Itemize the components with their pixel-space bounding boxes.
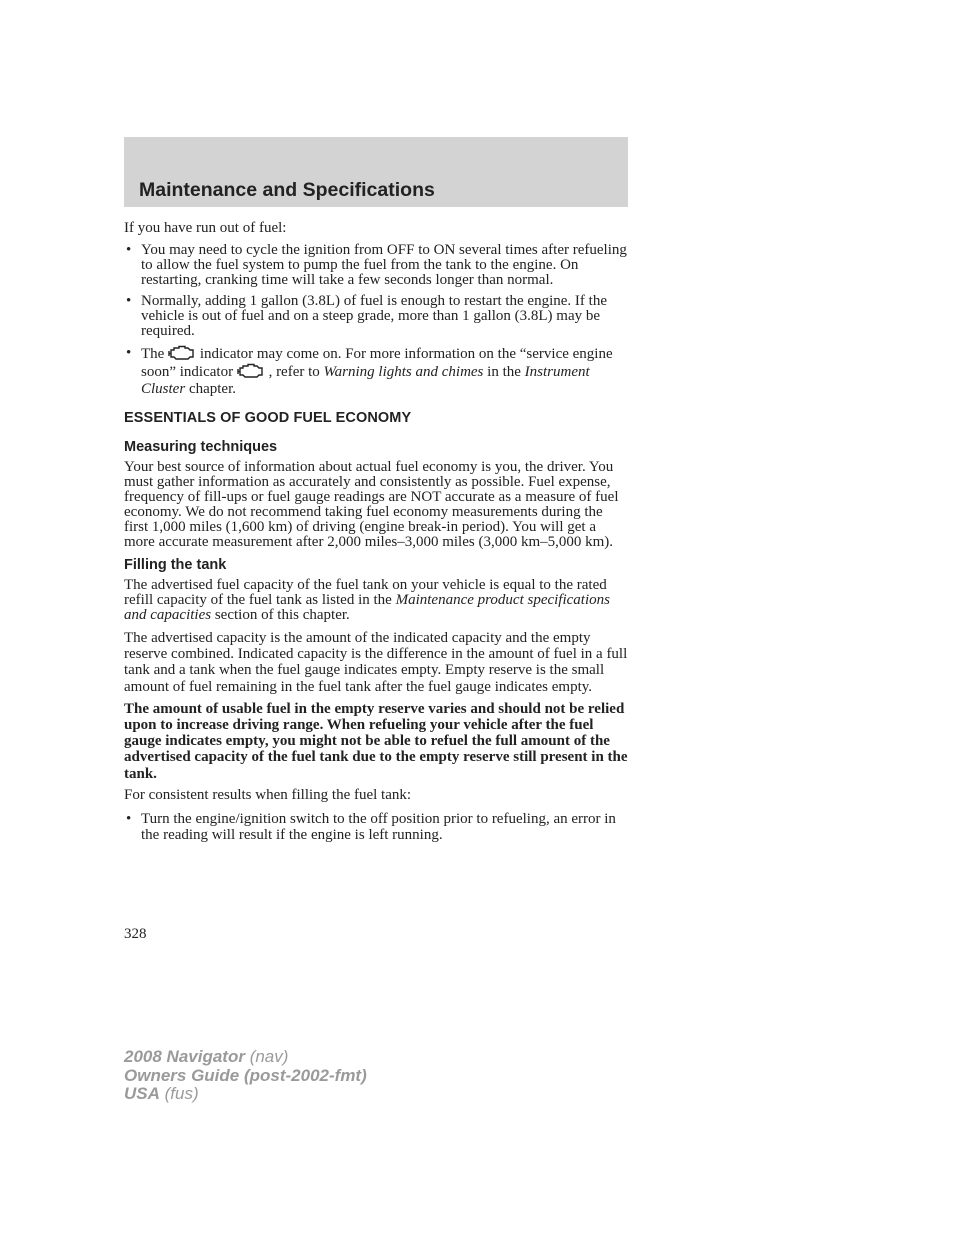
list-item: [124, 811, 628, 843]
bullet-dot: •: [126, 242, 132, 258]
footer-line: [124, 1048, 367, 1067]
list-item-text: in the: [487, 364, 521, 380]
list-item-text: Normally, adding 1 gallon (3.8L) of fuel is enough to restart the engine. If the vehicle is out of fuel and on a steep grade, more than 1 gallon (3.8L) may be required.: [141, 293, 607, 339]
cross-reference: Instrument Cluster: [141, 364, 590, 397]
subsection-heading: Filling the tank: [124, 557, 227, 573]
bullet-dot: •: [126, 810, 132, 827]
bullet-dot: •: [126, 345, 132, 361]
footer-code: (fus): [164, 1084, 199, 1103]
check-engine-icon: [168, 345, 196, 361]
paragraph-text: section of this chapter.: [214, 607, 350, 623]
list-item: [124, 294, 628, 339]
list-item-text: Turn the engine/ignition switch to the off position prior to refueling, an error in the reading will result if the engine is left running.: [141, 810, 616, 843]
footer-guide: Owners Guide (post-2002-fmt): [124, 1065, 367, 1085]
cross-reference: Warning lights and chimes: [323, 364, 484, 380]
section-heading: ESSENTIALS OF GOOD FUEL ECONOMY: [124, 410, 412, 426]
section-header-band: [124, 137, 628, 207]
list-item: [124, 243, 628, 288]
footer-line: [124, 1085, 367, 1104]
list-item-text: chapter.: [188, 381, 236, 397]
intro-text: If you have run out of fuel:: [124, 220, 287, 236]
list-item-text: indicator may come on. For more information on the “service engine soon” indicator: [141, 346, 613, 380]
page-content: [124, 221, 628, 843]
paragraph-text: The advertised fuel capacity of the fuel tank on your vehicle is equal to the rated refill capacity of the fuel tank as listed in the: [124, 577, 607, 608]
list-item: [124, 345, 628, 398]
section-title: Maintenance and Specifications: [139, 179, 435, 201]
body-paragraph: Your best source of information about actual fuel economy is you, the driver. You must gather information as accurately and consistently as possible. Fuel expense, frequency of fill-ups or fuel gauge readings are NOT accurate as a measure of fuel economy. We do not recommend taking fuel economy measurements during the first 1,000 miles (1,600 km) of driving (engine break-in period). You will get a more accurate measurement after 2,000 miles–3,000 miles (3,000 km–5,000 km).: [124, 459, 619, 550]
warning-paragraph: The amount of usable fuel in the empty reserve varies and should not be relied upon to increase driving range. When refueling your vehicle after the fuel gauge indicates empty, you might not be able to refuel the full amount of the advertised capacity of the fuel tank due to the empty reserve still present in the tank.: [124, 700, 628, 782]
check-engine-icon: [237, 363, 265, 379]
page-number: 328: [124, 926, 147, 942]
body-paragraph: For consistent results when filling the fuel tank:: [124, 786, 412, 803]
footer-line: [124, 1067, 367, 1086]
footer-code: (nav): [249, 1047, 289, 1066]
cross-reference: Maintenance product specifications and capacities: [124, 592, 610, 623]
footer-model: 2008 Navigator: [124, 1047, 245, 1066]
bullet-dot: •: [126, 293, 132, 309]
footer-market: USA: [124, 1084, 160, 1103]
subsection-heading: Measuring techniques: [124, 439, 278, 455]
list-item-text: , refer to: [268, 364, 320, 380]
list-item-text: You may need to cycle the ignition from OFF to ON several times after refueling to allow the fuel system to pump the fuel from the tank to the engine. On restarting, cranking time will take a few seconds longer than normal.: [141, 242, 627, 288]
document-footer: [124, 1048, 367, 1104]
list-item-text: The: [141, 346, 165, 362]
body-paragraph: The advertised capacity is the amount of the indicated capacity and the empty reserve combined. Indicated capacity is the difference in the amount of fuel in a full tank and a tank when the fuel gauge indicates empty. Empty reserve is the small amount of fuel remaining in the fuel tank after the fuel gauge indicates empty.: [124, 630, 628, 695]
body-paragraph: [124, 578, 628, 623]
